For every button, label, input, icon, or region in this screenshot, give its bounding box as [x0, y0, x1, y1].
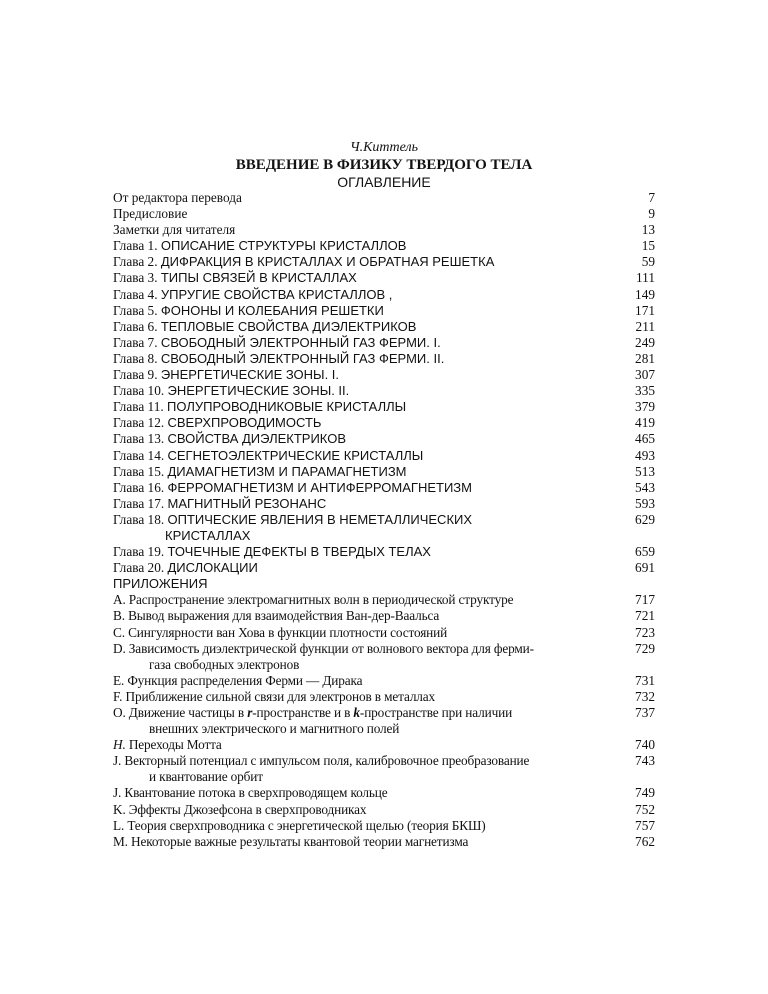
- chapter-prefix: Глава 7.: [113, 334, 161, 350]
- chapter-prefix: Глава 18.: [113, 511, 168, 527]
- vector-symbol-r: r: [247, 705, 253, 720]
- toc-chapter: [113, 254, 655, 270]
- toc-appendix: [113, 625, 655, 641]
- entry-page: 7: [648, 190, 655, 205]
- entry-page: 691: [635, 560, 655, 576]
- toc-chapter: [113, 496, 655, 512]
- entry-label-part: O. Движение частицы в: [113, 705, 248, 720]
- toc-entry: [113, 222, 655, 238]
- entry-label: M. Некоторые важные результаты квантовой теории магнетизма: [113, 833, 469, 849]
- entry-page: 731: [635, 672, 655, 688]
- toc-entry: [113, 190, 655, 206]
- entry-page: 9: [648, 206, 655, 222]
- toc-appendix: [113, 608, 655, 624]
- entry-page: 752: [635, 801, 655, 817]
- toc-appendix: [113, 753, 655, 785]
- chapter-prefix: Глава 4.: [113, 286, 161, 302]
- chapter-title: МАГНИТНЫЙ РЕЗОНАНС: [167, 495, 327, 511]
- entry-page: 281: [635, 350, 655, 366]
- chapter-title: УПРУГИЕ СВОЙСТВА КРИСТАЛЛОВ ,: [160, 286, 393, 302]
- chapter-title: ФЕРРОМАГНЕТИЗМ И АНТИФЕРРОМАГНЕТИЗМ: [167, 479, 472, 495]
- entry-label: L. Теория сверхпроводника с энергетической щелью (теория БКШ): [113, 817, 486, 833]
- entry-label: От редактора перевода: [113, 190, 242, 205]
- entry-page: 419: [635, 415, 655, 431]
- entry-page: 171: [635, 302, 655, 318]
- chapter-prefix: Глава 1.: [113, 238, 161, 254]
- chapter-prefix: Глава 5.: [113, 302, 161, 318]
- toc-heading: ОГЛАВЛЕНИЕ: [337, 174, 431, 190]
- toc-chapter: [113, 399, 655, 415]
- chapter-title: ДИФРАКЦИЯ В КРИСТАЛЛАХ И ОБРАТНАЯ РЕШЕТКА: [160, 254, 495, 270]
- chapter-prefix: Глава 14.: [113, 447, 168, 463]
- vector-symbol-k: k: [353, 705, 360, 720]
- entry-label: Заметки для читателя: [113, 222, 236, 238]
- table-of-contents: [113, 190, 655, 850]
- toc-appendix: [113, 834, 655, 850]
- chapter-title: ОПТИЧЕСКИЕ ЯВЛЕНИЯ В НЕМЕТАЛЛИЧЕСКИХ: [167, 511, 473, 527]
- chapter-title: СВОБОДНЫЙ ЭЛЕКТРОННЫЙ ГАЗ ФЕРМИ. II.: [160, 350, 445, 366]
- entry-page: 379: [635, 399, 655, 415]
- entry-page: 543: [635, 479, 655, 495]
- toc-appendix: [113, 705, 655, 737]
- chapter-title: ПОЛУПРОВОДНИКОВЫЕ КРИСТАЛЛЫ: [167, 399, 407, 415]
- toc-chapter: [113, 464, 655, 480]
- toc-chapter: [113, 367, 655, 383]
- chapter-prefix: Глава 10.: [113, 383, 168, 399]
- entry-page: 513: [635, 463, 655, 479]
- entry-page: 737: [635, 705, 655, 720]
- chapter-prefix: Глава 17.: [113, 495, 168, 511]
- entry-page: 249: [635, 334, 655, 350]
- entry-page: 111: [636, 270, 655, 286]
- entry-page: 493: [635, 447, 655, 463]
- entry-page: 15: [641, 238, 655, 254]
- entry-label: A. Распространение электромагнитных волн в периодической структуре: [113, 592, 514, 608]
- toc-chapter: [113, 270, 655, 286]
- toc-appendix: [113, 673, 655, 689]
- entry-page: 465: [635, 431, 655, 447]
- entry-page: 149: [635, 286, 655, 302]
- entry-label: B. Вывод выражения для взаимодействия Ван-дер-Ваальса: [113, 608, 440, 624]
- entry-label: E. Функция распределения Ферми — Дирака: [113, 672, 363, 688]
- appendix-heading: ПРИЛОЖЕНИЯ: [113, 576, 208, 592]
- chapter-title: ТЕПЛОВЫЕ СВОЙСТВА ДИЭЛЕКТРИКОВ: [160, 318, 417, 334]
- entry-page: 721: [635, 608, 655, 624]
- author: Ч.Киттель: [349, 140, 418, 155]
- document-page: [113, 140, 655, 850]
- appendix-heading-row: [113, 576, 655, 592]
- chapter-title: СВОБОДНЫЙ ЭЛЕКТРОННЫЙ ГАЗ ФЕРМИ. I.: [160, 334, 441, 350]
- entry-label-part: -пространстве и в: [252, 705, 354, 720]
- chapter-title: ДИСЛОКАЦИИ: [167, 560, 258, 576]
- entry-label: D. Зависимость диэлектрической функции от волнового вектора для ферми-: [113, 640, 534, 656]
- chapter-prefix: Глава 19.: [113, 544, 168, 560]
- toc-chapter: [113, 480, 655, 496]
- entry-label-continuation: и квантование орбит: [149, 769, 263, 785]
- toc-chapter: [113, 303, 655, 319]
- entry-page: 717: [635, 592, 655, 608]
- chapter-title: ТИПЫ СВЯЗЕЙ В КРИСТАЛЛАХ: [160, 270, 357, 286]
- chapter-prefix: Глава 9.: [113, 367, 161, 383]
- entry-page: 211: [635, 318, 655, 334]
- entry-label: C. Сингулярности ван Хова в функции плотности состояний: [113, 624, 448, 640]
- chapter-prefix: Глава 12.: [113, 415, 168, 431]
- entry-page: 729: [635, 640, 655, 656]
- toc-chapter: [113, 287, 655, 303]
- entry-label: Предисловие: [113, 206, 188, 222]
- toc-appendix: [113, 785, 655, 801]
- chapter-prefix: Глава 6.: [113, 318, 161, 334]
- chapter-title: ТОЧЕЧНЫЕ ДЕФЕКТЫ В ТВЕРДЫХ ТЕЛАХ: [167, 544, 431, 560]
- toc-entry: [113, 206, 655, 222]
- chapter-title: ОПИСАНИЕ СТРУКТУРЫ КРИСТАЛЛОВ: [160, 238, 407, 254]
- entry-page: 757: [635, 817, 655, 833]
- toc-chapter: [113, 383, 655, 399]
- chapter-title: ФОНОНЫ И КОЛЕБАНИЯ РЕШЕТКИ: [160, 302, 384, 318]
- chapter-prefix: Глава 8.: [113, 350, 161, 366]
- toc-appendix: [113, 818, 655, 834]
- chapter-title: СВОЙСТВА ДИЭЛЕКТРИКОВ: [167, 431, 347, 447]
- toc-appendix: [113, 641, 655, 673]
- chapter-prefix: Глава 11.: [113, 399, 168, 415]
- entry-page: 659: [635, 544, 655, 560]
- entry-label-continuation: газа свободных электронов: [149, 656, 300, 672]
- book-title: ВВЕДЕНИЕ В ФИЗИКУ ТВЕРДОГО ТЕЛА: [235, 157, 533, 173]
- entry-page: 723: [635, 624, 655, 640]
- chapter-prefix: Глава 20.: [113, 560, 168, 576]
- entry-label: J. Векторный потенциал с импульсом поля, калибровочное преобразование: [113, 753, 530, 769]
- entry-page: 749: [635, 785, 655, 801]
- toc-chapter: [113, 335, 655, 351]
- chapter-prefix: Глава 16.: [113, 479, 168, 495]
- chapter-prefix: Глава 2.: [113, 254, 161, 270]
- toc-appendix: [113, 737, 655, 753]
- chapter-title-continuation: КРИСТАЛЛАХ: [165, 527, 251, 543]
- chapter-title: ЭНЕРГЕТИЧЕСКИЕ ЗОНЫ. II.: [167, 383, 350, 399]
- toc-chapter: [113, 448, 655, 464]
- entry-page: 629: [635, 511, 655, 527]
- toc-appendix: [113, 689, 655, 705]
- entry-page: 743: [635, 753, 655, 769]
- entry-label: F. Приближение сильной связи для электронов в металлах: [113, 688, 436, 704]
- toc-appendix: [113, 802, 655, 818]
- toc-chapter: [113, 560, 655, 576]
- entry-letter: H.: [113, 737, 126, 753]
- entry-page: 335: [635, 383, 655, 399]
- entry-page: 13: [641, 222, 655, 238]
- entry-page: 59: [641, 254, 655, 270]
- entry-label-continuation: внешних электрического и магнитного полей: [149, 721, 400, 737]
- entry-page: 307: [635, 367, 655, 383]
- entry-page: 762: [635, 833, 655, 849]
- chapter-title: ДИАМАГНЕТИЗМ И ПАРАМАГНЕТИЗМ: [167, 463, 407, 479]
- chapter-title: СВЕРХПРОВОДИМОСТЬ: [167, 415, 322, 431]
- chapter-title: ЭНЕРГЕТИЧЕСКИЕ ЗОНЫ. I.: [160, 367, 340, 383]
- toc-chapter: [113, 319, 655, 335]
- entry-label-part: -пространстве при наличии: [359, 705, 513, 720]
- chapter-prefix: Глава 3.: [113, 270, 161, 286]
- toc-chapter: [113, 351, 655, 367]
- chapter-prefix: Глава 15.: [113, 463, 168, 479]
- entry-page: 593: [635, 495, 655, 511]
- chapter-title: СЕГНЕТОЭЛЕКТРИЧЕСКИЕ КРИСТАЛЛЫ: [167, 447, 424, 463]
- toc-chapter: [113, 415, 655, 431]
- toc-chapter: [113, 431, 655, 447]
- toc-chapter: [113, 544, 655, 560]
- entry-label: Переходы Мотта: [125, 737, 222, 753]
- chapter-prefix: Глава 13.: [113, 431, 168, 447]
- toc-chapter: [113, 238, 655, 254]
- entry-page: 740: [635, 737, 655, 753]
- entry-label: K. Эффекты Джозефсона в сверхпроводниках: [113, 801, 367, 817]
- entry-label: J. Квантование потока в сверхпроводящем кольце: [113, 785, 388, 801]
- toc-chapter: [113, 512, 655, 544]
- toc-appendix: [113, 592, 655, 608]
- entry-page: 732: [635, 688, 655, 704]
